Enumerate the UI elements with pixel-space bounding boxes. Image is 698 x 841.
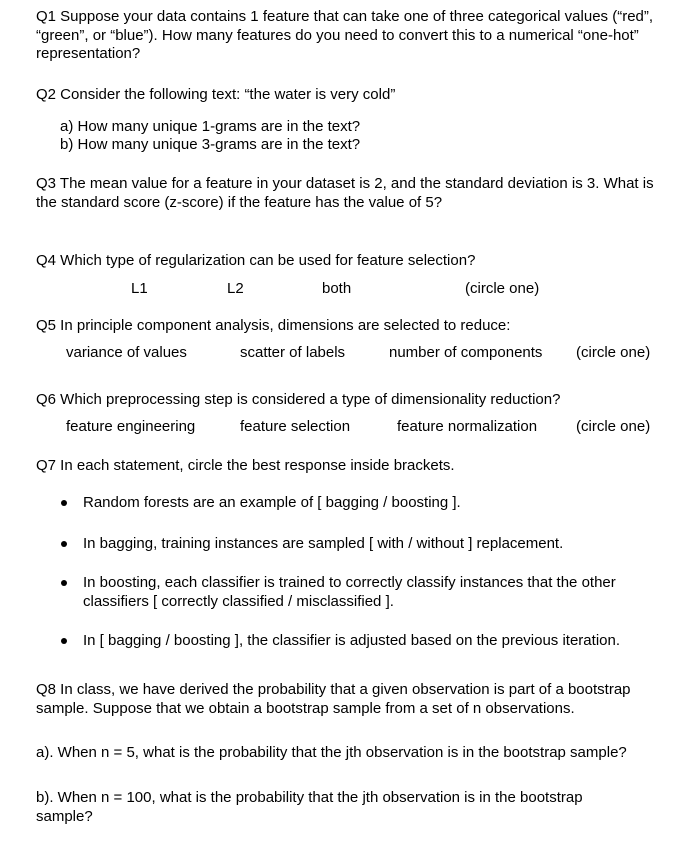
q7-statement-3[interactable]: In boosting, each classifier is trained to correctly classify instances that the other classifiers [ correctly classified / misclassified ]. [83,574,616,610]
q4-hint: (circle one) [465,280,540,297]
q7-statement-2[interactable]: In bagging, training instances are sampled [ with / without ] replacement. [83,535,564,552]
bullet-icon [61,638,67,644]
bullet-icon [61,580,67,586]
bullet-icon [61,500,67,506]
question-2a: a) How many unique 1-grams are in the text? [60,118,361,135]
question-1: Q1 Suppose your data contains 1 feature that can take one of three categorical values (“red”, “green”, or “blue”). How many features do you need to convert this to a numerical “one-hot” representation? [36,8,654,62]
question-8a: a). When n = 5, what is the probability that the jth observation is in the bootstrap sample? [36,744,627,761]
question-2: Q2 Consider the following text: “the water is very cold” [36,86,396,103]
q6-option-engineering[interactable]: feature engineering [66,418,196,435]
question-7: Q7 In each statement, circle the best response inside brackets. [36,457,455,474]
q4-option-l2[interactable]: L2 [227,280,244,297]
question-8b: b). When n = 100, what is the probability that the jth observation is in the bootstrap sample? [36,789,583,825]
q4-option-l1[interactable]: L1 [131,280,148,297]
q6-hint: (circle one) [576,418,651,435]
q5-hint: (circle one) [576,344,651,361]
q6-option-selection[interactable]: feature selection [240,418,351,435]
question-5: Q5 In principle component analysis, dimensions are selected to reduce: [36,317,511,334]
q4-option-both[interactable]: both [322,280,352,297]
bullet-icon [61,541,67,547]
question-8: Q8 In class, we have derived the probability that a given observation is part of a bootstrap sample. Suppose that we obtain a bootstrap sample from a set of n observations. [36,681,631,717]
q5-option-variance[interactable]: variance of values [66,344,187,361]
question-3: Q3 The mean value for a feature in your dataset is 2, and the standard deviation is 3. What is the standard score (z-score) if the feature has the value of 5? [36,175,654,211]
q6-option-normalization[interactable]: feature normalization [397,418,538,435]
question-4: Q4 Which type of regularization can be used for feature selection? [36,252,476,269]
q5-option-scatter[interactable]: scatter of labels [240,344,346,361]
question-6: Q6 Which preprocessing step is considered a type of dimensionality reduction? [36,391,561,408]
q7-statement-4[interactable]: In [ bagging / boosting ], the classifier is adjusted based on the previous iteration. [83,632,620,649]
q5-option-components[interactable]: number of components [389,344,543,361]
q7-statement-1[interactable]: Random forests are an example of [ bagging / boosting ]. [83,494,461,511]
question-2b: b) How many unique 3-grams are in the text? [60,136,361,153]
